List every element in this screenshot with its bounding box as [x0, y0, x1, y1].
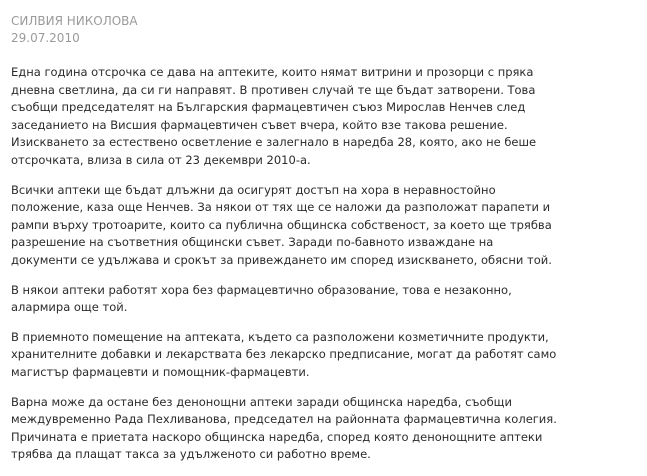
article-paragraph: [11, 329, 643, 382]
paragraph-line: междувременно Рада Пехливанова, председател на районната фармацевтична колегия.: [11, 412, 557, 427]
paragraph-line: Всички аптеки ще бъдат длъжни да осигурят достъп на хора в неравностойно: [11, 182, 496, 197]
paragraph-line: Варна може да остане без денонощни аптеки заради общинска наредба, съобщи: [11, 394, 512, 409]
article-body: [11, 64, 643, 476]
article-paragraph: [11, 182, 643, 270]
article-paragraph: [11, 282, 643, 317]
paragraph-line: хранителните добавки и лекарствата без лекарско предписание, могат да работят само: [11, 347, 557, 362]
paragraph-line: Една година отсрочка се дава на аптеките, които нямат витрини и прозорци с пряка: [11, 65, 534, 79]
paragraph-line: документи се удължава и срокът за привеждането им според изискването, обясни той.: [11, 252, 552, 267]
paragraph-line: дневна светлина, да си ги направят. В противен случай те ще бъдат затворени. Това: [11, 82, 536, 97]
paragraph-line: разрешение на съответния общински съвет. Заради по-бавното изваждане на: [11, 235, 494, 250]
article-paragraph: [11, 394, 643, 464]
paragraph-line: Причината е приетата наскоро общинска наредба, според която денонощните аптеки: [11, 429, 543, 444]
paragraph-line: отсрочката, влиза в сила от 23 декември 2010-а.: [11, 152, 311, 167]
paragraph-line: Изискването за естествено осветление е залегнало в наредба 28, която, ако не беше: [11, 135, 537, 150]
paragraph-line: В приемното помещение на аптеката, където са разположени козметичните продукти,: [11, 329, 549, 344]
paragraph-line: трябва да плащат такса за удълженото си работно време.: [11, 447, 371, 462]
paragraph-line: рампи върху тротоарите, които са публична общинска собственост, за което ще трябва: [11, 217, 552, 232]
article-paragraph: [11, 64, 643, 170]
article-author: СИЛВИЯ НИКОЛОВА: [11, 14, 138, 28]
paragraph-line: заседанието на Висшия фармацевтичен съвет вчера, който взе такова решение.: [11, 117, 508, 132]
paragraph-line: съобщи председателят на Българския фармацевтичен съюз Мирослав Ненчев след: [11, 100, 526, 115]
paragraph-line: В някои аптеки работят хора без фармацевтично образование, това е незаконно,: [11, 282, 512, 297]
paragraph-line: положение, каза още Ненчев. За някои от тях ще се наложи да разположат парапети и: [11, 200, 551, 215]
article-date: 29.07.2010: [11, 31, 80, 45]
paragraph-line: магистър фармацевти и помощник-фармацевти.: [11, 364, 310, 379]
paragraph-line: алармира още той.: [11, 300, 128, 315]
